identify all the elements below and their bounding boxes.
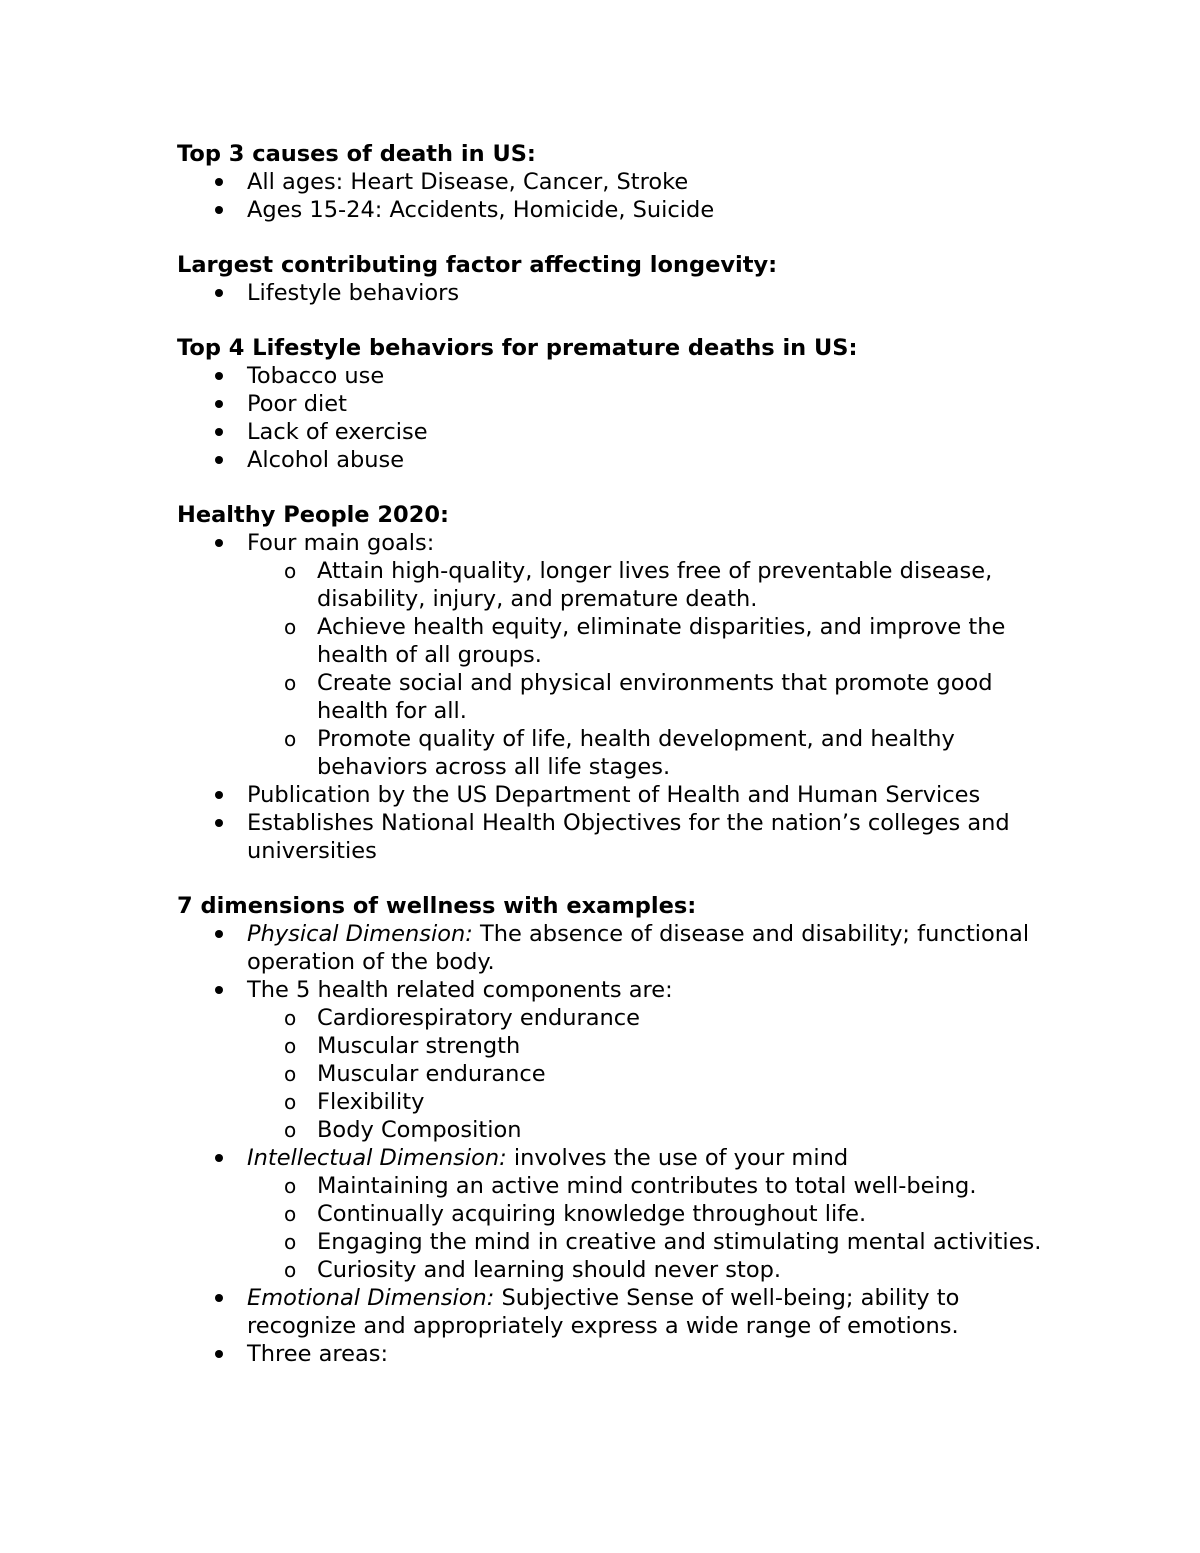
section-heading: Top 3 causes of death in US: (177, 141, 536, 167)
bullet-icon (215, 1154, 223, 1162)
list-item: Alcohol abuse (177, 446, 1057, 474)
bullet-icon (215, 986, 223, 994)
list-item: Lifestyle behaviors (177, 279, 1057, 307)
bullet-icon (215, 791, 223, 799)
bullet-icon (215, 400, 223, 408)
sub-list-item: o Promote quality of life, health development, and healthy behaviors across all life stages. (284, 726, 955, 780)
bullet-icon (215, 372, 223, 380)
bullet-list (177, 279, 1057, 307)
section-causes-of-death (177, 140, 1057, 224)
bullet-icon (215, 428, 223, 436)
section-heading: Healthy People 2020: (177, 502, 449, 528)
bullet-icon (215, 819, 223, 827)
dimension-label: Physical Dimension: (247, 921, 473, 947)
sub-list-item: o Maintaining an active mind contributes to total well-being. (284, 1173, 977, 1199)
section-longevity (177, 251, 1057, 307)
sub-list-item: o Body Composition (284, 1117, 522, 1143)
bullet-icon (215, 178, 223, 186)
bullet-list (177, 168, 1057, 224)
sub-list-item: o Achieve health equity, eliminate disparities, and improve the health of all groups. (284, 614, 1006, 668)
section-heading: Largest contributing factor affecting longevity: (177, 252, 778, 278)
sub-list (247, 557, 1057, 781)
sub-list-item: o Cardiorespiratory endurance (284, 1005, 641, 1031)
list-item: Lack of exercise (177, 418, 1057, 446)
list-item: Three areas: (177, 1340, 1057, 1368)
list-item: Ages 15-24: Accidents, Homicide, Suicide (177, 196, 1057, 224)
section-wellness-dimensions (177, 892, 1057, 1368)
sub-list-item: o Engaging the mind in creative and stimulating mental activities. (284, 1229, 1042, 1255)
sub-list-item: o Create social and physical environments that promote good health for all. (284, 670, 993, 724)
sub-list-item: o Curiosity and learning should never stop. (284, 1257, 782, 1283)
circle-bullet-icon: o (284, 1230, 297, 1254)
circle-bullet-icon: o (284, 1118, 297, 1142)
circle-bullet-icon: o (284, 1258, 297, 1282)
bullet-list (177, 920, 1057, 1368)
bullet-icon (215, 456, 223, 464)
circle-bullet-icon: o (284, 1174, 297, 1198)
section-heading: Top 4 Lifestyle behaviors for premature deaths in US: (177, 335, 858, 361)
sub-list-item: o Flexibility (284, 1089, 425, 1115)
bullet-icon (215, 539, 223, 547)
circle-bullet-icon: o (284, 615, 297, 639)
circle-bullet-icon: o (284, 1062, 297, 1086)
bullet-icon (215, 206, 223, 214)
circle-bullet-icon: o (284, 727, 297, 751)
circle-bullet-icon: o (284, 1090, 297, 1114)
list-item: Establishes National Health Objectives for the nation’s colleges and universities (177, 809, 1057, 865)
bullet-icon (215, 1294, 223, 1302)
list-item: All ages: Heart Disease, Cancer, Stroke (177, 168, 1057, 196)
circle-bullet-icon: o (284, 671, 297, 695)
dimension-label: Intellectual Dimension: (247, 1145, 507, 1171)
bullet-icon (215, 1350, 223, 1358)
list-item: The 5 health related components are: o Cardiorespiratory endurance o Muscular strength o Muscular endurance o Flexibility o Body Composition (177, 976, 1057, 1144)
sub-list-item: o Continually acquiring knowledge throughout life. (284, 1201, 867, 1227)
list-item: Physical Dimension: The absence of disease and disability; functional operation of the body. (177, 920, 1057, 976)
bullet-icon (215, 930, 223, 938)
circle-bullet-icon: o (284, 1006, 297, 1030)
section-heading: 7 dimensions of wellness with examples: (177, 893, 697, 919)
bullet-list (177, 529, 1057, 865)
list-item: Four main goals: o Attain high-quality, longer lives free of preventable disease, disability, injury, and premature death. o Achieve health equity, eliminate disparities, and improve the health of all groups. o Create social and physical environments that promote good health for all. o Promote quality of life, health development, and healthy behaviors across all life stages. (177, 529, 1057, 781)
circle-bullet-icon: o (284, 1202, 297, 1226)
circle-bullet-icon: o (284, 1034, 297, 1058)
sub-list (247, 1004, 1057, 1144)
section-healthy-people (177, 501, 1057, 865)
bullet-list (177, 362, 1057, 474)
dimension-label: Emotional Dimension: (247, 1285, 495, 1311)
circle-bullet-icon: o (284, 559, 297, 583)
document-page (177, 140, 1057, 1395)
sub-list-item: o Muscular endurance (284, 1061, 546, 1087)
list-item: Emotional Dimension: Subjective Sense of well-being; ability to recognize and appropriately express a wide range of emotions. (177, 1284, 1057, 1340)
section-lifestyle-behaviors (177, 334, 1057, 474)
list-item: Intellectual Dimension: involves the use of your mind o Maintaining an active mind contributes to total well-being. o Continually acquiring knowledge throughout life. o Engaging the mind in creative and stimulating mental activities. o Curiosity and learning should never stop. (177, 1144, 1057, 1284)
list-item: Poor diet (177, 390, 1057, 418)
sub-list (247, 1172, 1057, 1284)
bullet-icon (215, 289, 223, 297)
list-item: Publication by the US Department of Health and Human Services (177, 781, 1057, 809)
sub-list-item: o Attain high-quality, longer lives free of preventable disease, disability, injury, and premature death. (284, 558, 993, 612)
sub-list-item: o Muscular strength (284, 1033, 521, 1059)
list-item: Tobacco use (177, 362, 1057, 390)
